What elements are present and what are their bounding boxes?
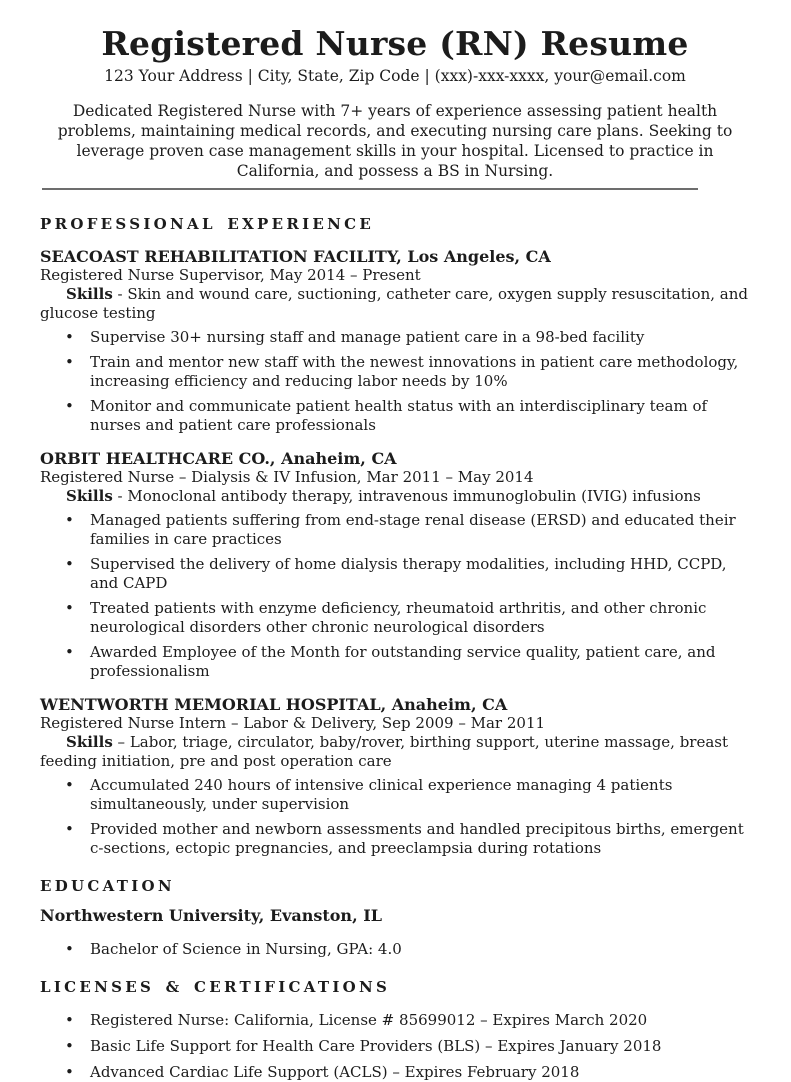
header-divider <box>42 188 698 190</box>
job-skills <box>40 733 750 771</box>
skills-text: - Skin and wound care, suctioning, catheter care, oxygen supply resuscitation, and glucose testing <box>40 285 748 322</box>
bullet-item: • Bachelor of Science in Nursing, GPA: 4.0 <box>40 940 750 959</box>
job-entry-orbit <box>40 449 750 681</box>
skills-label: Skills <box>66 285 113 303</box>
page-title: Registered Nurse (RN) Resume <box>101 24 689 63</box>
skills-text: – Labor, triage, circulator, baby/rover, birthing support, uterine massage, breast feeding initiation, pre and post operation care <box>40 733 729 770</box>
bullet-item: • Basic Life Support for Health Care Providers (BLS) – Expires January 2018 <box>40 1037 750 1056</box>
bullet-item: • Supervise 30+ nursing staff and manage patient care in a 98-bed facility <box>40 328 750 347</box>
contact-line: 123 Your Address | City, State, Zip Code | (xxx)-xxx-xxxx, your@email.com <box>104 67 686 85</box>
skills-text: - Monoclonal antibody therapy, intravenous immunoglobulin (IVIG) infusions <box>117 487 701 505</box>
job-company: ORBIT HEALTHCARE CO., Anaheim, CA <box>40 449 397 468</box>
job-company: WENTWORTH MEMORIAL HOSPITAL, Anaheim, CA <box>40 695 508 714</box>
job-skills <box>40 285 750 323</box>
job-role-dates: Registered Nurse Supervisor, May 2014 – Present <box>40 266 421 284</box>
bullet-item: • Awarded Employee of the Month for outstanding service quality, patient care, and professionalism <box>40 643 750 681</box>
job-company: SEACOAST REHABILITATION FACILITY, Los Angeles, CA <box>40 247 551 266</box>
job-entry-wentworth <box>40 695 750 858</box>
job-role-dates: Registered Nurse Intern – Labor & Delivery, Sep 2009 – Mar 2011 <box>40 714 546 732</box>
section-heading-experience: PROFESSIONAL EXPERIENCE <box>40 215 375 233</box>
skills-label: Skills <box>66 733 113 751</box>
school-name: Northwestern University, Evanston, IL <box>40 906 382 925</box>
resume-header <box>40 25 750 86</box>
summary-paragraph: Dedicated Registered Nurse with 7+ years of experience assessing patient health problems, maintaining medical records, and executing nursing care plans. Seeking to leverage proven case management skills in your hospital. Licensed to practice in California, and possess a BS in Nursing. <box>57 102 733 180</box>
job-skills <box>40 487 750 506</box>
section-professional-experience <box>40 215 750 858</box>
section-heading-education: EDUCATION <box>40 877 175 895</box>
bullet-item: • Registered Nurse: California, License # 85699012 – Expires March 2020 <box>40 1011 750 1030</box>
bullet-item: • Train and mentor new staff with the newest innovations in patient care methodology, increasing efficiency and reducing labor needs by 10% <box>40 353 750 391</box>
bullet-item: • Accumulated 240 hours of intensive clinical experience managing 4 patients simultaneously, under supervision <box>40 776 750 814</box>
job-bullet-list <box>40 328 750 435</box>
licenses-bullet-list <box>40 1011 750 1082</box>
section-heading-licenses: LICENSES & CERTIFICATIONS <box>40 978 391 996</box>
skills-label: Skills <box>66 487 113 505</box>
bullet-item: • Supervised the delivery of home dialysis therapy modalities, including HHD, CCPD, and CAPD <box>40 555 750 593</box>
section-education <box>40 877 750 959</box>
job-bullet-list <box>40 776 750 858</box>
job-entry-seacoast <box>40 247 750 435</box>
bullet-item: • Treated patients with enzyme deficiency, rheumatoid arthritis, and other chronic neurological disorders other chronic neurological disorders <box>40 599 750 637</box>
section-licenses <box>40 978 750 1082</box>
bullet-item: • Advanced Cardiac Life Support (ACLS) – Expires February 2018 <box>40 1063 750 1082</box>
bullet-item: • Provided mother and newborn assessments and handled precipitous births, emergent c-sections, ectopic pregnancies, and preeclampsia during rotations <box>40 820 750 858</box>
education-bullet-list <box>40 940 750 959</box>
job-bullet-list <box>40 511 750 681</box>
bullet-item: • Managed patients suffering from end-stage renal disease (ERSD) and educated their families in care practices <box>40 511 750 549</box>
bullet-item: • Monitor and communicate patient health status with an interdisciplinary team of nurses and patient care professionals <box>40 397 750 435</box>
job-role-dates: Registered Nurse – Dialysis & IV Infusion, Mar 2011 – May 2014 <box>40 468 534 486</box>
